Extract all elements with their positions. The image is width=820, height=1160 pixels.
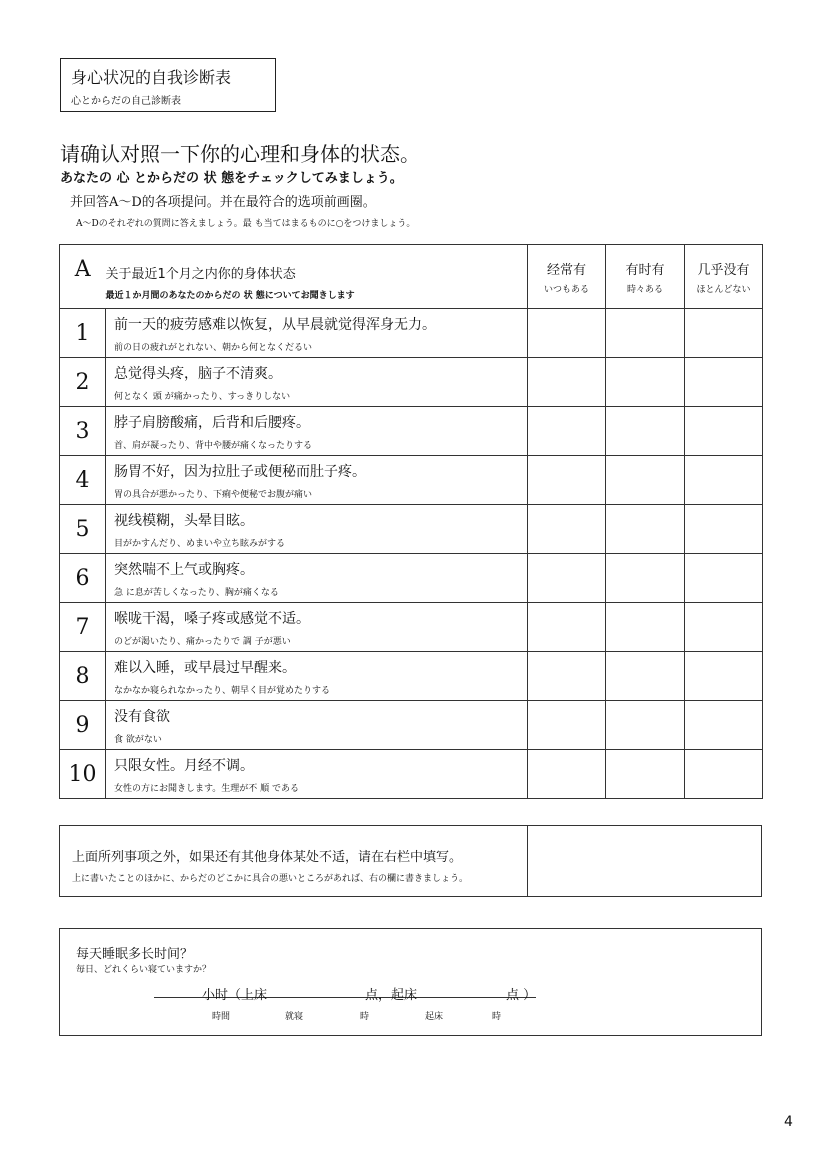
row-number: 4 <box>60 456 106 505</box>
table-row <box>60 750 763 799</box>
answer-cell-often[interactable] <box>528 603 606 652</box>
answer-cell-sometimes[interactable] <box>606 603 685 652</box>
instruction-sub-zh: 并回答A～D的各项提问。并在最符合的选项前画圈。 <box>70 195 376 210</box>
sleep-wakeup-label: 点 ） <box>506 988 537 1003</box>
sleep-question-ja: 毎日、どれくらい寝ていますか？ <box>76 965 212 975</box>
row-number: 8 <box>60 652 106 701</box>
sleep-box <box>59 928 762 1036</box>
row-number: 6 <box>60 554 106 603</box>
row-number: 1 <box>60 309 106 358</box>
instruction-main-ja: あなたの 心 とからだの 状 態をチェックしてみましょう。 <box>60 171 403 186</box>
column-header-often <box>528 245 606 309</box>
answer-cell-sometimes[interactable] <box>606 407 685 456</box>
answer-cell-sometimes[interactable] <box>606 554 685 603</box>
row-question-zh: 喉咙干渴，嗓子疼或感觉不适。 <box>114 610 310 627</box>
row-question-ja: 急 に息が苦しくなったり、胸が痛くなる <box>114 587 279 598</box>
page-number: 4 <box>784 1114 793 1130</box>
sleep-hours-ja: 時間 <box>212 1012 231 1022</box>
other-symptoms-ja: 上に書いたことのほかに、からだのどこかに具合の悪いところがあれば、右の欄に書きましょう。 <box>72 874 469 884</box>
row-question-zh: 没有食欲 <box>114 708 170 725</box>
answer-cell-sometimes[interactable] <box>606 456 685 505</box>
column-sometimes-zh: 有时有 <box>625 262 665 278</box>
title-zh: 身心状况的自我诊断表 <box>71 68 232 87</box>
row-question-zh: 难以入睡，或早晨过早醒来。 <box>114 659 296 676</box>
column-header-rarely <box>685 245 763 309</box>
answer-cell-sometimes[interactable] <box>606 652 685 701</box>
row-question-ja: 胃の具合が悪かったり、下痢や便秘でお腹が痛い <box>114 489 313 500</box>
title-ja: 心とからだの自己診断表 <box>71 96 181 107</box>
sleep-wakeup-hour-ja: 時 <box>492 1012 502 1022</box>
answer-cell-often[interactable] <box>528 652 606 701</box>
row-question <box>106 456 528 505</box>
sleep-question-zh: 每天睡眠多长时间？ <box>76 947 194 962</box>
row-question <box>106 505 528 554</box>
answer-cell-often[interactable] <box>528 554 606 603</box>
title-box <box>60 58 276 112</box>
row-question <box>106 407 528 456</box>
answer-cell-often[interactable] <box>528 505 606 554</box>
table-row <box>60 603 763 652</box>
row-number: 3 <box>60 407 106 456</box>
section-title-ja: 最近１か月間のあなたのからだの 状 態についてお聞きします <box>105 291 355 301</box>
row-question-ja: のどが渇いたり、痛かったりで 調 子が悪い <box>114 636 291 647</box>
row-question-zh: 脖子肩膀酸痛，后背和后腰疼。 <box>114 414 310 431</box>
row-question-zh: 总觉得头疼，脑子不清爽。 <box>114 365 282 382</box>
row-question-ja: 女性の方にお聞きします。生理が不 順 である <box>114 783 300 794</box>
row-number: 9 <box>60 701 106 750</box>
answer-cell-rarely[interactable] <box>685 505 763 554</box>
answer-cell-often[interactable] <box>528 309 606 358</box>
table-row <box>60 701 763 750</box>
other-symptoms-zh: 上面所列事项之外，如果还有其他身体某处不适，请在右栏中填写。 <box>72 850 463 865</box>
table-row <box>60 652 763 701</box>
answer-cell-sometimes[interactable] <box>606 358 685 407</box>
row-number: 10 <box>60 750 106 799</box>
row-question-zh: 前一天的疲劳感难以恢复，从早晨就觉得浑身无力。 <box>114 316 436 333</box>
answer-cell-rarely[interactable] <box>685 358 763 407</box>
instruction-main-zh: 请确认对照一下你的心理和身体的状态。 <box>60 142 420 166</box>
row-question-ja: 何となく 頭 が痛かったり、すっきりしない <box>114 391 291 402</box>
column-header-sometimes <box>606 245 685 309</box>
row-question-ja: 首、肩が凝ったり、背中や腰が痛くなったりする <box>114 440 313 451</box>
answer-cell-sometimes[interactable] <box>606 750 685 799</box>
answer-cell-often[interactable] <box>528 701 606 750</box>
row-question <box>106 554 528 603</box>
row-question <box>106 603 528 652</box>
answer-cell-rarely[interactable] <box>685 750 763 799</box>
other-symptoms-answer-field[interactable] <box>527 826 528 896</box>
column-sometimes-ja: 時々ある <box>626 284 663 295</box>
row-question-zh: 只限女性。月经不调。 <box>114 757 254 774</box>
table-row <box>60 554 763 603</box>
row-question <box>106 701 528 750</box>
answer-cell-often[interactable] <box>528 358 606 407</box>
answer-cell-rarely[interactable] <box>685 309 763 358</box>
column-often-zh: 经常有 <box>546 262 586 278</box>
answer-cell-sometimes[interactable] <box>606 309 685 358</box>
table-row <box>60 309 763 358</box>
row-question <box>106 358 528 407</box>
answer-cell-often[interactable] <box>528 407 606 456</box>
answer-cell-sometimes[interactable] <box>606 505 685 554</box>
instruction-sub-ja: A～Dのそれぞれの質問に答えましょう。最 も当てはまるものに○をつけましょう。 <box>76 219 416 229</box>
sleep-bedtime-ja: 就寝 <box>285 1012 304 1022</box>
sleep-hours-label: 小时（上床 <box>202 988 268 1003</box>
row-question-ja: 目がかすんだり、めまいや立ち眩みがする <box>114 538 286 549</box>
answer-cell-often[interactable] <box>528 750 606 799</box>
sleep-bedtime-label: 点，起床 <box>365 988 418 1003</box>
column-often-ja: いつもある <box>543 284 589 295</box>
answer-cell-rarely[interactable] <box>685 456 763 505</box>
row-question <box>106 750 528 799</box>
table-row <box>60 505 763 554</box>
section-title <box>106 245 528 309</box>
answer-cell-rarely[interactable] <box>685 701 763 750</box>
row-number: 7 <box>60 603 106 652</box>
table-row <box>60 358 763 407</box>
answer-cell-rarely[interactable] <box>685 603 763 652</box>
row-number: 2 <box>60 358 106 407</box>
answer-cell-rarely[interactable] <box>685 652 763 701</box>
section-letter: A <box>60 245 106 309</box>
row-question-ja: 食 欲がない <box>114 734 162 745</box>
row-question-ja: なかなか寝られなかったり、朝早く目が覚めたりする <box>114 685 331 696</box>
answer-cell-often[interactable] <box>528 456 606 505</box>
answer-cell-rarely[interactable] <box>685 407 763 456</box>
row-question-zh: 视线模糊，头晕目眩。 <box>114 512 254 529</box>
section-title-zh: 关于最近1个月之内你的身体状态 <box>105 267 296 282</box>
checklist-table <box>59 244 763 799</box>
row-question <box>106 652 528 701</box>
answer-cell-sometimes[interactable] <box>606 701 685 750</box>
table-header-row <box>60 245 763 309</box>
sleep-bedtime-hour-ja: 時 <box>360 1012 370 1022</box>
row-question <box>106 309 528 358</box>
column-rarely-zh: 几乎没有 <box>697 262 750 278</box>
row-number: 5 <box>60 505 106 554</box>
table-row <box>60 456 763 505</box>
answer-cell-rarely[interactable] <box>685 554 763 603</box>
row-question-zh: 肠胃不好，因为拉肚子或便秘而肚子疼。 <box>114 463 366 480</box>
other-symptoms-box <box>59 825 762 897</box>
sleep-wakeup-ja: 起床 <box>425 1012 444 1022</box>
column-rarely-ja: ほとんどない <box>696 284 751 295</box>
table-row <box>60 407 763 456</box>
row-question-zh: 突然喘不上气或胸疼。 <box>114 561 254 578</box>
row-question-ja: 前の日の疲れがとれない、朝から何となくだるい <box>114 342 313 353</box>
